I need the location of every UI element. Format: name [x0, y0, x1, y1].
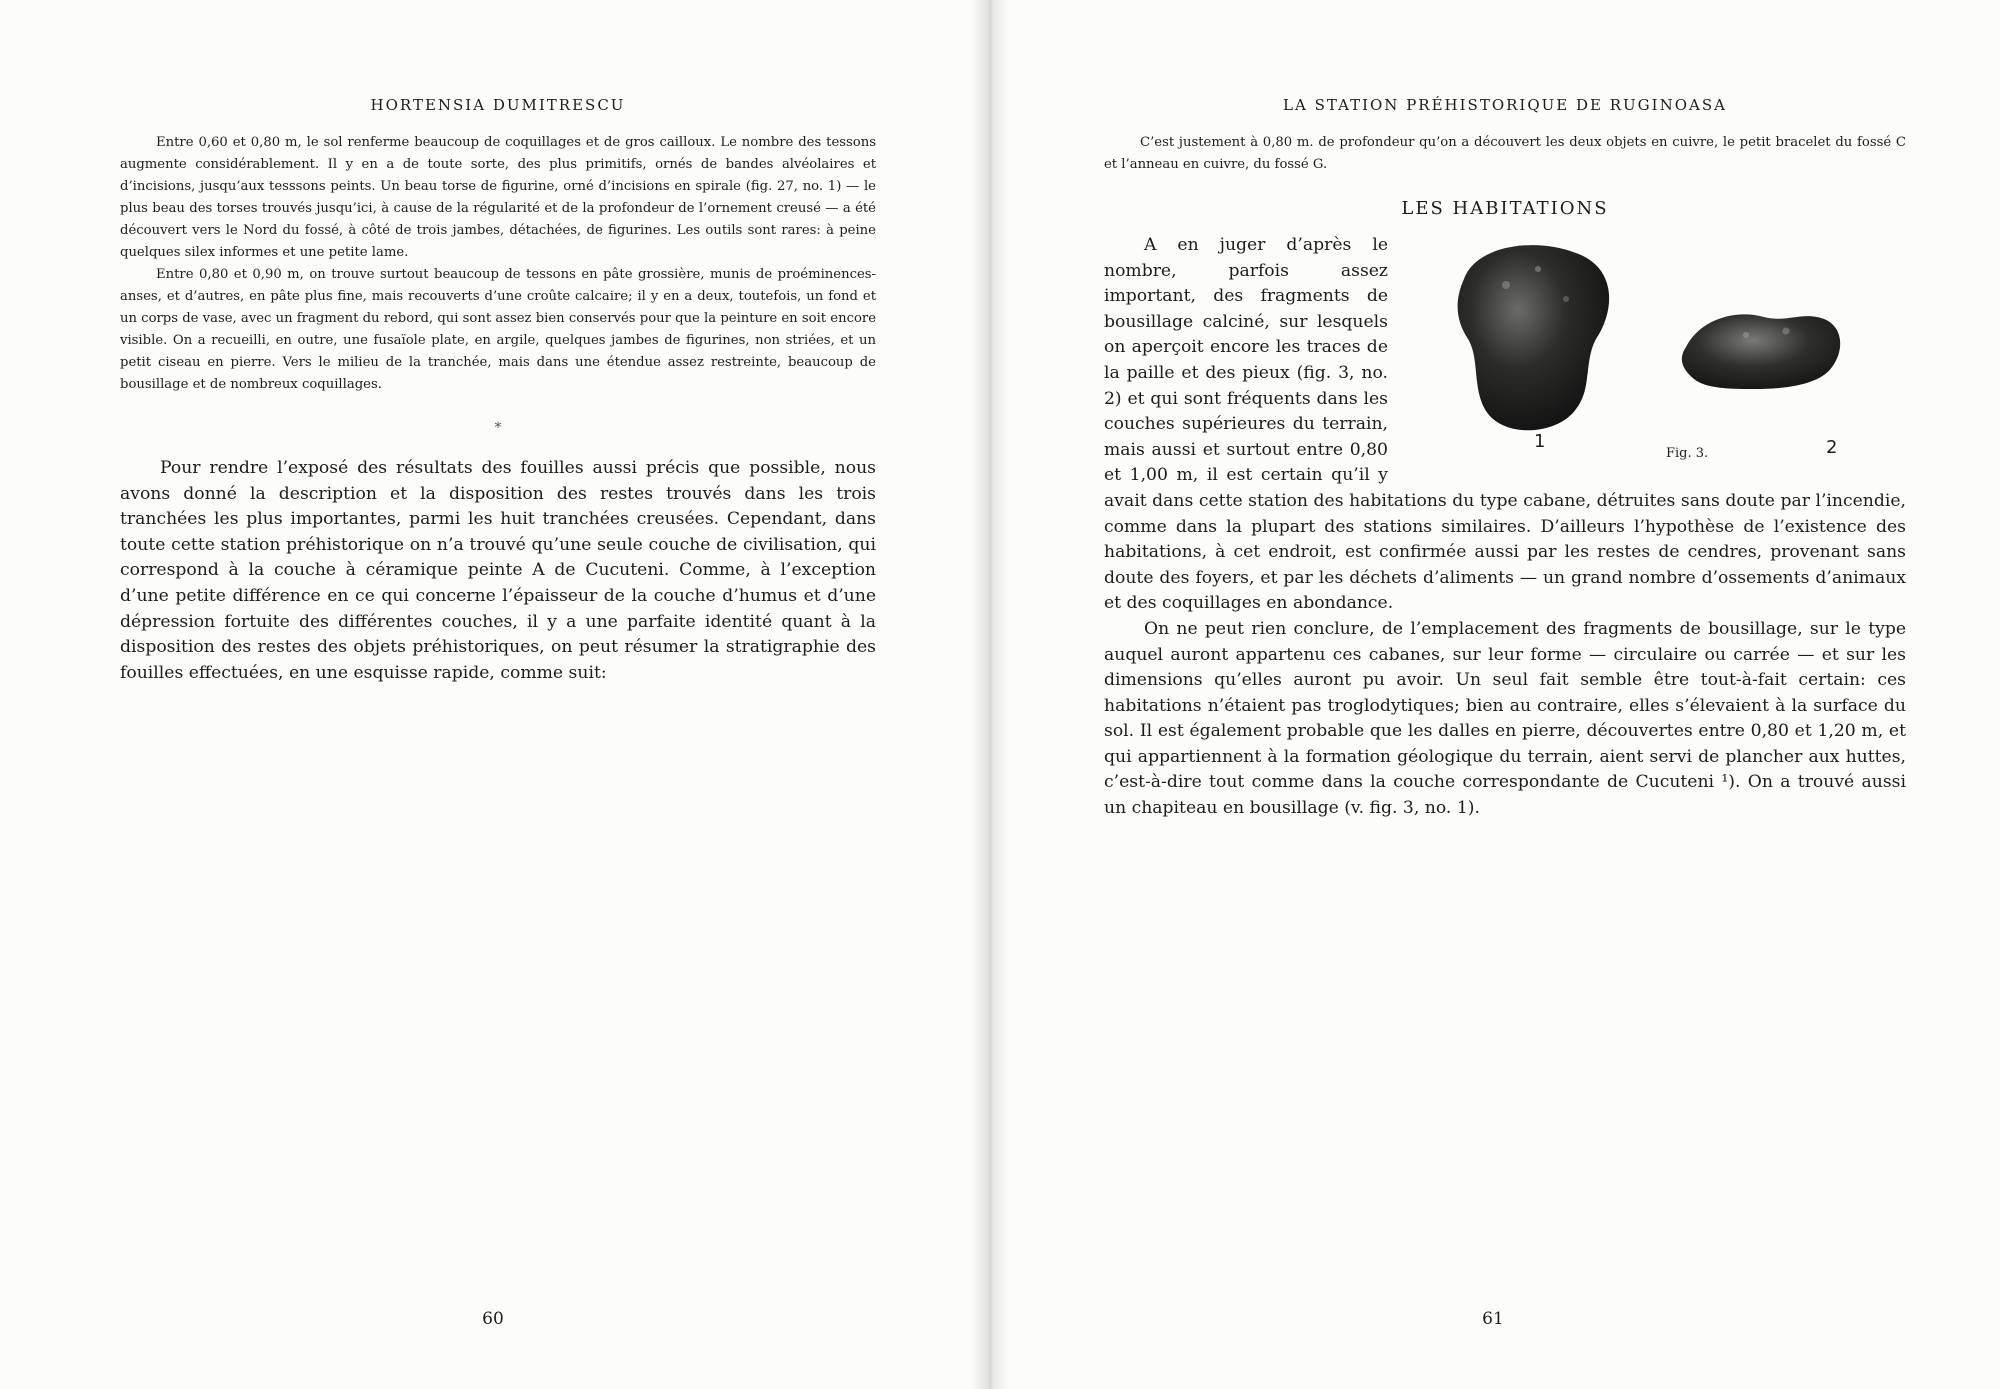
left-paragraph-2: Entre 0,80 et 0,90 m, on trouve surtout beaucoup de tessons en pâte grossière, munis de proéminences-anses, et d’autres, en pâte plus fine, mais recouverts d’une croûte calcaire; il y en a deux, toutefois, un fond et un corps de vase, avec un fragment du rebord, qui sont assez bien conservés pour que la peinture en soit encore visible. On a recueilli, en outre, une fusaïole plate, en argile, quelques jambes de figurines, non striées, et un petit ciseau en pierre. Vers le milieu de la tranchée, mais dans une étendue assez restreinte, beaucoup de bousillage et de nombreux coquillages.: [120, 267, 877, 392]
left-page: [0, 0, 986, 1389]
left-running-head: HORTENSIA DUMITRESCU: [370, 96, 626, 114]
figure-3-image: [1446, 239, 1946, 461]
habitations-paragraph-2: On ne peut rien conclure, de l’emplacement des fragments de bousillage, sur le type auquel auront appartenu ces cabanes, sur leur forme — circulaire ou carrée — et sur les dimensions qu’elles auront pu avoir. Un seul fait semble être tout-à-fait certain: ces habitations n’étaient pas troglodytiques; bien au contraire, elles s’élevaient à la surface du sol. Il est également probable que les dalles en pierre, découvertes entre 0,80 et 1,20 m, et qui appartiennent à la formation géologique du terrain, aient servi de plancher aux huttes, c’est-à-dire tout comme dans la couche correspondante de Cucuteni ¹). On a trouvé aussi un chapiteau en bousillage (v. fig. 3, no. 1).: [1104, 618, 1906, 819]
section-asterisk: *: [494, 420, 502, 436]
section-title-habitations: LES HABITATIONS: [1401, 198, 1609, 219]
right-running-head: LA STATION PRÉHISTORIQUE DE RUGINOASA: [1283, 96, 1727, 114]
fragment-1-image: [1458, 245, 1610, 430]
figure-caption: Fig. 3.: [1666, 446, 1709, 461]
habitations-paragraph-1: [1104, 233, 1906, 617]
fragment-2-image: [1682, 314, 1840, 389]
right-page: [986, 0, 2000, 1389]
right-small-text-block: [1104, 132, 1906, 176]
figure-label-1: 1: [1534, 431, 1546, 452]
left-paragraph-1: Entre 0,60 et 0,80 m, le sol renferme beaucoup de coquillages et de gros cailloux. Le nombre des tessons augmente considérablement. Il y en a de toute sorte, des plus primitifs, ornés de bandes alvéolaires et d’incisions, jusqu’aux tesssons peints. Un beau torse de figurine, orné d’incisions en spirale (fig. 27, no. 1) — le plus beau des torses trouvés jusqu’ici, à cause de la régularité et de la profondeur de l’ornement creusé — a été découvert vers le Nord du fossé, à côté de trois jambes, détachées, de figurines. Les outils sont rares: à peine quelques silex informes et une petite lame.: [120, 135, 876, 260]
left-big-text-block: [120, 456, 876, 686]
right-paragraph-1: C’est justement à 0,80 m. de profondeur qu’on a découvert les deux objets en cuivre, le petit bracelet du fossé C et l’anneau en cuivre, du fossé G.: [1104, 135, 1906, 172]
figure-label-2: 2: [1826, 437, 1838, 458]
habitations-paragraph-1-text: A en juger d’après le nombre, parfois assez important, des fragments de bousillage calciné, sur lesquels on aperçoit encore les traces de la paille et des pieux (fig. 3, no. 2) et qui sont fréquents dans les couches supérieures du terrain, mais aussi et surtout entre 0,80 et 1,00 m, il est certain qu’il y avait dans cette station des habitations du type cabane, détruites sans doute par l’incendie, comme dans la plupart des stations similaires. D’ailleurs l’hypothèse de l’existence des habitations, à cet endroit, est confirmée aussi par les restes de cendres, provenant sans doute des foyers, et par les déchets d’aliments — un grand nombre d’ossements d’animaux et des coquillages en abondance.: [1104, 235, 1906, 614]
left-small-text-block: [120, 132, 876, 396]
left-page-number: 60: [482, 1309, 504, 1329]
habitations-text: [1104, 233, 1906, 822]
right-page-number: 61: [1482, 1309, 1504, 1329]
figure-3: [1406, 239, 1906, 461]
summary-paragraph: Pour rendre l’exposé des résultats des fouilles aussi précis que possible, nous avons donné la description et la disposition des restes trouvés dans les trois tranchées les plus importantes, parmi les huit tranchées creusées. Cependant, dans toute cette station préhistorique on n’a trouvé qu’une seule couche de civilisation, qui correspond à la couche à céramique peinte A de Cucuteni. Comme, à l’exception d’une petite différence en ce qui concerne l’épaisseur de la couche d’humus et d’une dépression fortuite des différentes couches, il y a une parfaite identité quant à la disposition des restes des objets préhistoriques, on peut résumer la stratigraphie des fouilles effectuées, en une esquisse rapide, comme suit:: [120, 458, 876, 683]
